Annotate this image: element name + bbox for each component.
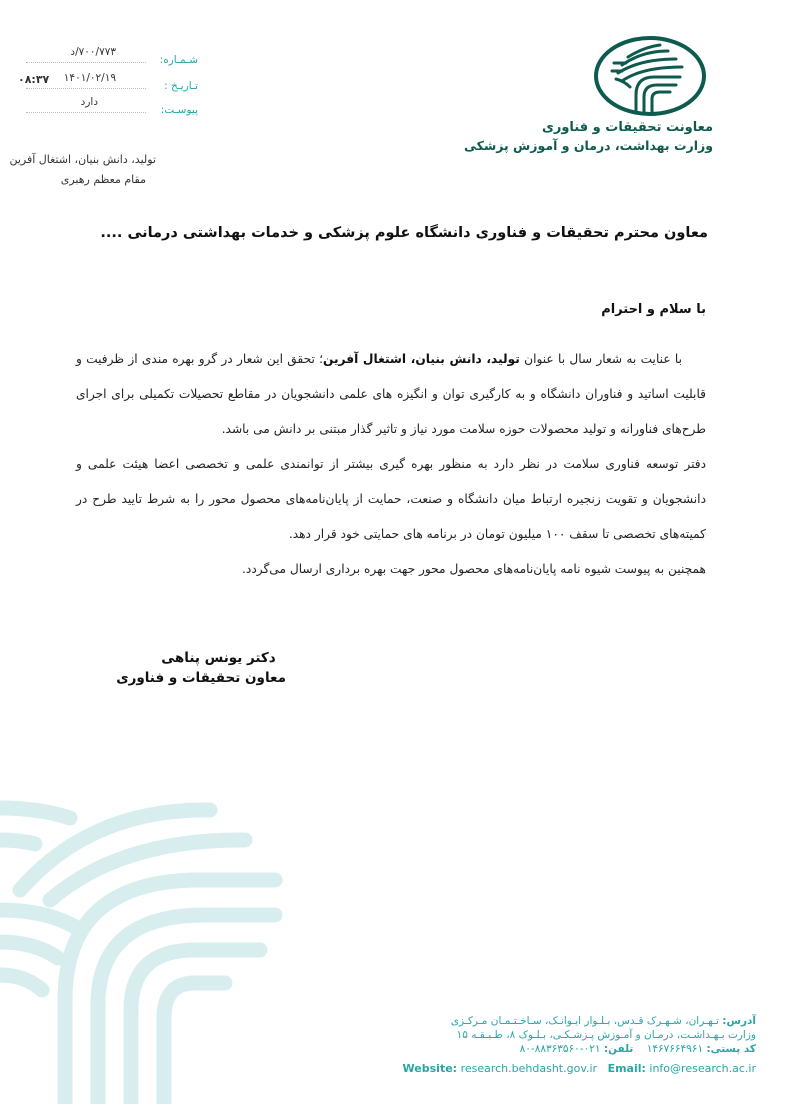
address-line-2: وزارت بـهـداشـت، درمـان و آمـوزش پـزشـکـی، بـلـوک ۸، طـبـقـه ۱۵	[456, 1029, 756, 1041]
email-link[interactable]: info@research.ac.ir	[649, 1062, 756, 1075]
letter-number-label: شـمـاره:	[159, 54, 198, 66]
body-paragraph-3: همچنین به پیوست شیوه نامه پایان‌نامه‌های محصول محور جهت بهره برداری ارسال می‌گردد.	[242, 562, 706, 576]
letter-attachment-value: دارد	[80, 96, 98, 108]
body-text: با عنایت به شعار سال با عنوان	[519, 352, 682, 366]
addressee: معاون محترم تحقیقات و فناوری دانشگاه علوم پزشکی و خدمات بهداشتی درمانی ....	[100, 225, 708, 241]
signatory-title: معاون تحقیقات و فناوری	[116, 670, 286, 686]
phone-label: تلفن:	[603, 1043, 634, 1055]
address-line-1	[451, 1014, 756, 1028]
letter-number-row	[18, 46, 198, 70]
letter-attachment-label: پیوسـت:	[160, 104, 198, 116]
logo-title: معاونت تحقیقات و فناوری	[541, 120, 713, 135]
motto-line: تولید، دانش بنیان، اشتغال آفرین	[9, 153, 156, 166]
motto-source: مقام معظم رهبری	[60, 173, 146, 186]
slogan-bold: تولید، دانش بنیان، اشتغال آفرین	[323, 352, 520, 366]
letter-attachment-row	[18, 96, 198, 120]
logo-subtitle: وزارت بهداشت، درمان و آموزش پزشکی	[464, 138, 713, 153]
letter-body	[76, 342, 706, 587]
body-paragraph-1	[76, 342, 706, 447]
phone-value: ۰۲۱-۸۸۳۶۳۵۶۰-۸۰	[519, 1043, 601, 1055]
postal-value: ۱۴۶۷۶۶۴۹۶۱	[646, 1043, 704, 1055]
footer-address	[451, 1014, 756, 1056]
body-text: ؛ تحقق این شعار در گرو بهره مندی از ظرفیت و قابلیت اساتید و فناوران دانشگاه و به کارگیری توان و انگیزه های علمی دانشجویان در مقاطع تحصیلات تکمیلی برای اجرای طرح‌های فناورانه و تولید محصولات حوزه سلامت مورد نیاز و تاثیر گذار مبتنی بر دانش می باشد.	[76, 352, 706, 436]
letter-time-value: ۰۸:۳۷	[18, 73, 50, 86]
footer-web	[403, 1062, 756, 1075]
letter-number-value: ۷۰۰/۷۷۳/د	[70, 46, 116, 58]
dotted-line	[26, 62, 146, 63]
postal-label: کد پستی:	[706, 1043, 756, 1055]
tree-emblem-icon	[592, 35, 708, 117]
watermark-tree-emblem-icon	[0, 770, 290, 1104]
letter-date-value: ۱۴۰۱/۰۲/۱۹	[63, 72, 116, 84]
letter-date-label: تـاریـخ :	[164, 80, 198, 92]
website-link[interactable]: research.behdasht.gov.ir	[460, 1062, 598, 1075]
website-label: Website:	[402, 1062, 458, 1075]
email-label: Email:	[607, 1062, 646, 1075]
dotted-line	[26, 112, 146, 113]
address-text: تـهـران، شـهـرک قـدس، بـلـوار ایـوانـک، سـاخـتـمـان مـرکـزی	[450, 1015, 719, 1027]
signatory-name: دکتر یونس پناهی	[161, 650, 276, 666]
body-paragraph-2: دفتر توسعه فناوری سلامت در نظر دارد به منظور بهره گیری بیشتر از توانمندی علمی و تخصصی اعضا هیئت علمی و دانشجویان و تقویت زنجیره ارتباط میان دانشگاه و صنعت، حمایت از پایان‌نامه‌های محصول محور را به شرط تایید طرح در کمیته‌های تخصصی تا سقف ۱۰۰ میلیون تومان در برنامه های حمایتی خود قرار دهد.	[76, 457, 706, 541]
dotted-line	[26, 88, 146, 89]
greeting: با سلام و احترام	[601, 302, 706, 317]
address-label: آدرس:	[722, 1015, 756, 1027]
contact-line	[451, 1042, 756, 1056]
